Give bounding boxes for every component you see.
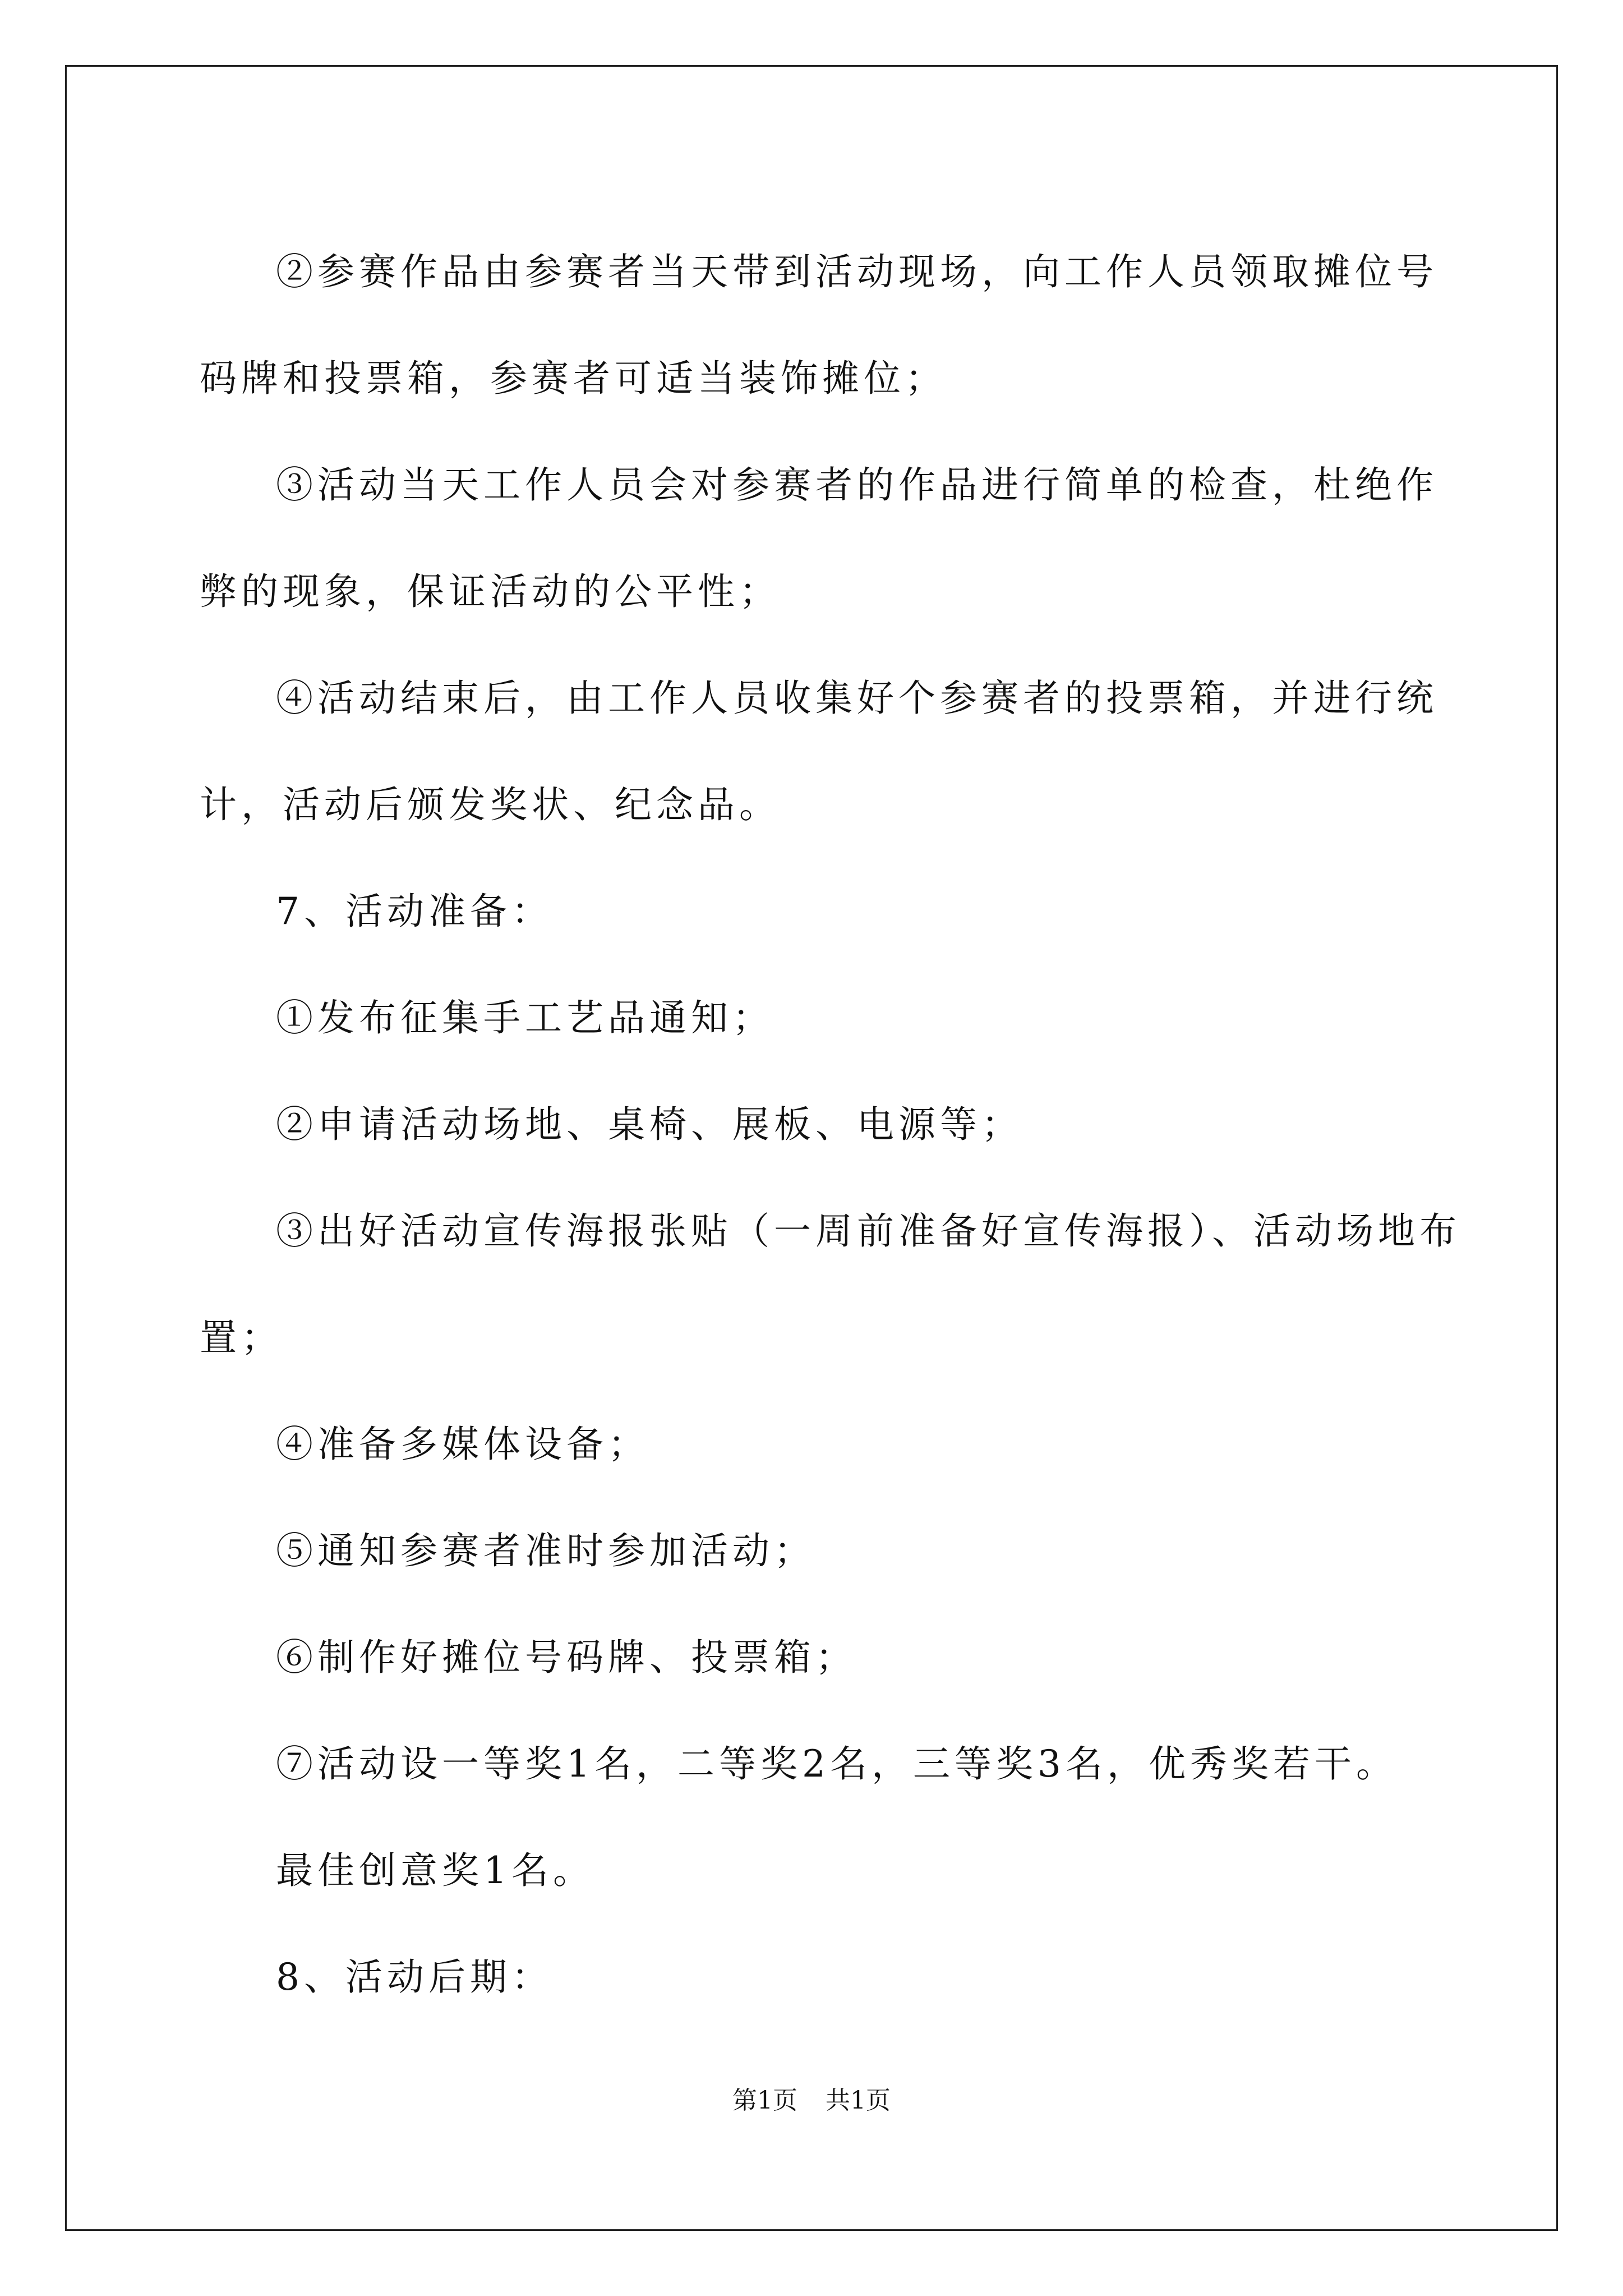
text-line: ⑥制作好摊位号码牌、投票箱；: [276, 1636, 857, 1679]
text-line: ①发布征集手工艺品通知；: [276, 996, 774, 1039]
document-body: [200, 219, 1461, 2031]
paragraph: [200, 1178, 1461, 1391]
paragraph: [200, 219, 1438, 432]
page-number-current: 第1页: [732, 2086, 797, 2115]
text-line: ④活动结束后，由工作人员收集好个参赛者的投票箱，并进行统: [276, 677, 1438, 720]
text-line: 计，活动后颁发奖状、纪念品。: [200, 783, 781, 826]
text-line: ③活动当天工作人员会对参赛者的作品进行简单的检查，杜绝作: [276, 463, 1438, 507]
text-line: 最佳创意奖1名。: [276, 1849, 594, 1892]
paragraph: [200, 1711, 1427, 1818]
text-line: 弊的现象，保证活动的公平性；: [200, 570, 781, 613]
text-line: ⑤通知参赛者准时参加活动；: [276, 1529, 815, 1572]
paragraph: [200, 1604, 1427, 1711]
section-heading: [200, 858, 1427, 965]
paragraph: [200, 1498, 1427, 1604]
text-line: ②申请活动场地、桌椅、展板、电源等；: [276, 1103, 1023, 1146]
paragraph: [200, 1071, 1427, 1178]
text-line: 7、活动准备：: [276, 890, 553, 933]
text-line: ③出好活动宣传海报张贴（一周前准备好宣传海报）、活动场地布: [276, 1209, 1461, 1253]
paragraph: [200, 1391, 1427, 1498]
page-number-total: 共1页: [826, 2086, 891, 2115]
text-line: ⑦活动设一等奖1名，二等奖2名，三等奖3名，优秀奖若干。: [276, 1742, 1398, 1786]
paragraph: [200, 432, 1438, 645]
paragraph: [200, 645, 1438, 858]
text-line: ②参赛作品由参赛者当天带到活动现场，向工作人员领取摊位号: [276, 250, 1438, 293]
text-line: 置；: [200, 1316, 283, 1359]
page-footer: [0, 2080, 1623, 2116]
section-heading: [200, 1924, 1427, 2031]
text-line: ④准备多媒体设备；: [276, 1423, 649, 1466]
text-line: 8、活动后期：: [276, 1955, 553, 1999]
text-line: 码牌和投票箱，参赛者可适当装饰摊位；: [200, 357, 947, 400]
paragraph: [200, 965, 1427, 1071]
paragraph: [200, 1818, 1427, 1924]
